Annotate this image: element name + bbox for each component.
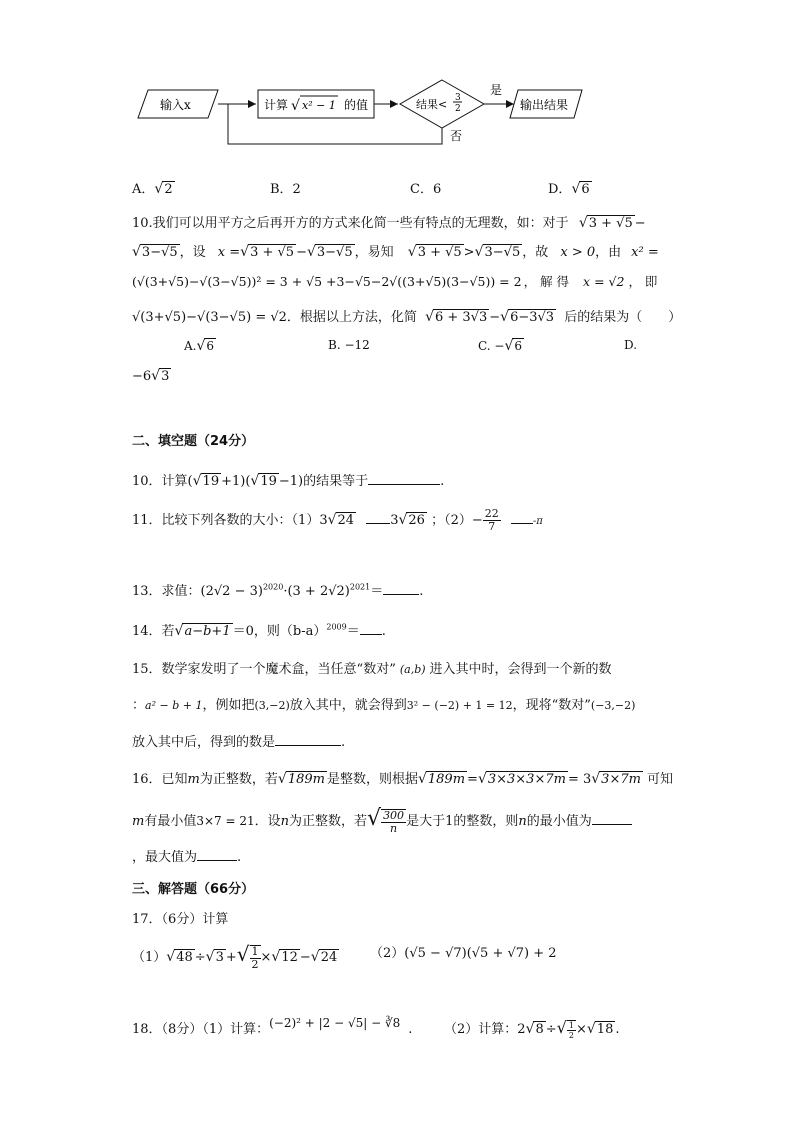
- q15-line2: ：a² − b + 1，例如把(3,−2)放入其中，就会得到3² − (−2) + 1 = 12，现将“数对”(−3,−2): [132, 698, 636, 713]
- svg-text:2: 2: [455, 104, 461, 114]
- q14: 14．若√a−b+1 ＝0，则$(b-a)^{2009}=$ .: [132, 622, 386, 639]
- flow-compute-pre: 计算: [264, 98, 289, 112]
- svg-text:√: √: [291, 98, 300, 114]
- q11-blank-2[interactable]: [511, 523, 533, 524]
- q10a-line3: (√(3+√5)−√(3−√5))² = 3 + √5 +3−√5−2√((3+√5)(3−√5)) = 2 ， 解 得 x = √2 ， 即: [132, 274, 658, 289]
- flow-yes-label: 是: [490, 83, 503, 97]
- q15-answer-blank[interactable]: [275, 745, 341, 746]
- q18-part1: 18．（8分）（1）计算：(−2)² + |2 − √5| − ∛8 .: [132, 1016, 413, 1037]
- q9-option-d: D．√6: [548, 181, 590, 197]
- section2-title: 二、填空题（24分）: [132, 434, 255, 449]
- flowchart: [130, 78, 600, 158]
- flow-compute-expr: x² − 1: [302, 99, 336, 112]
- q9-option-c: C．6: [410, 182, 442, 197]
- q16-min-blank[interactable]: [592, 824, 632, 825]
- q10a-option-d-value: −6√3: [132, 368, 170, 384]
- flow-compute-post: 的值: [344, 98, 369, 112]
- q10a-option-c: C. −√6: [478, 338, 522, 354]
- q10a-line1: 10.我们可以用平方之后再开方的方式来化简一些有特点的无理数，如：对于 √3 + √5 −: [132, 215, 646, 231]
- flow-input-text: 输入x: [160, 98, 191, 112]
- flow-output-text: 输出结果: [520, 98, 569, 112]
- flow-condition-text: 结果<: [416, 98, 448, 111]
- q17-title: 17．（6分）计算: [132, 912, 229, 927]
- q10b: 10．计算(√19 +1)(√19 −1)的结果等于 .: [132, 473, 445, 489]
- q10b-answer-blank[interactable]: [368, 484, 440, 485]
- q14-answer-blank[interactable]: [360, 634, 382, 635]
- q15-line1: 15．数学家发明了一个魔术盒，当任意“数对” (a,b) 进入其中时，会得到一个新的数: [132, 662, 612, 677]
- q16-line2: m有最小值3×7 = 21．设n为正整数，若√ $\frac{300}{n}$ 是大于1的整数，则n的最小值为: [132, 806, 632, 835]
- q13: 13．求值：$(2√2 - 3)^{2020}\cdot(3 + 2√2)^{2021}=$ .: [132, 582, 424, 599]
- q13-answer-blank[interactable]: [383, 594, 419, 595]
- q15-line3: 放入其中后，得到的数是 .: [132, 735, 346, 750]
- q16-max-blank[interactable]: [197, 860, 237, 861]
- flow-no-label: 否: [450, 129, 463, 143]
- q10a-option-a: A.√6: [184, 338, 215, 354]
- q16-line1: 16．已知m为正整数，若√189m 是整数，则根据√189m =√3×3×3×7m = 3√3×7m 可知: [132, 771, 673, 787]
- svg-text:3: 3: [455, 93, 461, 103]
- q10a-line2: √3−√5 ，设 x =√3 + √5 −√3−√5 ，易知 √3 + √5 >√3−√5 ，故 x > 0，由 x² =: [132, 244, 659, 260]
- q10a-line4: √(3+√5)−√(3−√5) = √2．根据以上方法，化简 √6 + 3√3 −√6−3√3 后的结果为（ ）: [132, 309, 682, 325]
- section3-title: 三、解答题（66分）: [132, 882, 255, 897]
- q17-part2: （2）(√5 − √7)(√5 + √7) + 2: [370, 946, 557, 961]
- q11-blank-1[interactable]: [366, 523, 390, 524]
- q17-part1: （1）√48 ÷√3 +√ $\frac{1}{2}$ ×√12 −√24: [132, 942, 338, 971]
- q9-option-a: A．√2: [132, 181, 173, 197]
- q18-part2: （2）计算：2√8 ÷√ $\frac{1}{2}$ ×√18 .: [444, 1018, 620, 1040]
- q10a-option-b: B. −12: [328, 338, 370, 352]
- q11: 11．比较下列各数的大小：（1）3√24 3√26 ；（2）− $\frac{22}{7}$ -π: [132, 507, 543, 533]
- q16-line3: ，最大值为 .: [132, 850, 242, 865]
- q10a-option-d: D.: [624, 338, 638, 352]
- q9-option-b: B．2: [270, 182, 301, 197]
